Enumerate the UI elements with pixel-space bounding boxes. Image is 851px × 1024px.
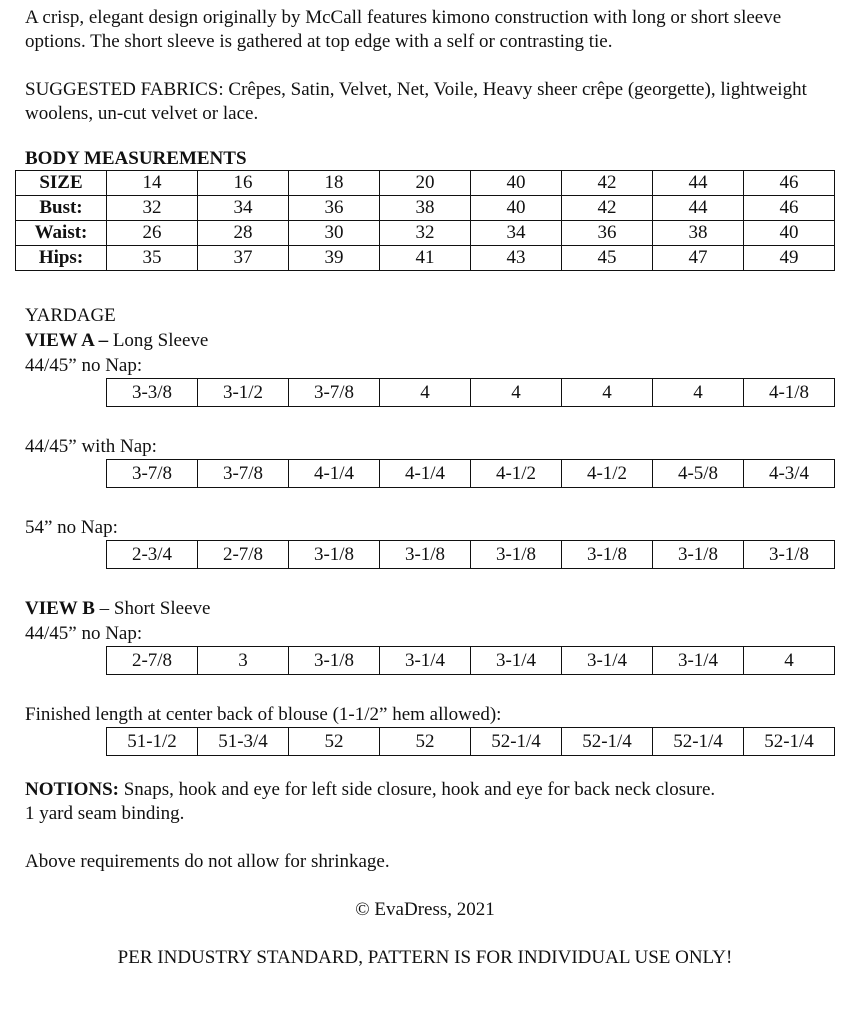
yardage-cell: 2-7/8: [198, 541, 289, 569]
measurement-row-label: Bust:: [16, 196, 107, 221]
notions-line2: 1 yard seam binding.: [25, 803, 185, 824]
measurement-cell: 46: [744, 171, 835, 196]
yardage-cell: 3-1/8: [471, 541, 562, 569]
yardage-cell: 3-3/8: [107, 379, 198, 407]
measurement-row-label: Waist:: [16, 221, 107, 246]
measurement-cell: 40: [471, 196, 562, 221]
yardage-cell: 3-1/4: [380, 647, 471, 675]
notions-label: NOTIONS:: [25, 779, 119, 800]
measurement-cell: 43: [471, 246, 562, 271]
yardage-cell: 3-7/8: [289, 379, 380, 407]
measurement-cell: 44: [653, 196, 744, 221]
measurement-cell: 34: [471, 221, 562, 246]
notions-paragraph: [25, 778, 835, 802]
yardage-cell: 4-5/8: [653, 460, 744, 488]
finished-length-cell: 51-1/2: [107, 728, 198, 756]
notions-text: Snaps, hook and eye for left side closure, hook and eye for back neck closure.: [118, 779, 716, 800]
yardage-label: 44/45” with Nap:: [25, 436, 157, 457]
yardage-cell: 2-3/4: [107, 541, 198, 569]
measurement-cell: 41: [380, 246, 471, 271]
measurement-cell: 45: [562, 246, 653, 271]
measurement-row: [16, 171, 835, 196]
yardage-table-a3: [106, 540, 835, 569]
measurement-cell: 36: [562, 221, 653, 246]
finished-length-label: Finished length at center back of blouse (1-1/2” hem allowed):: [25, 704, 502, 725]
measurement-cell: 16: [198, 171, 289, 196]
copyright-line: © EvaDress, 2021: [355, 899, 495, 920]
measurement-cell: 38: [653, 221, 744, 246]
pattern-info-page: [25, 6, 835, 970]
measurement-row: [16, 246, 835, 271]
yardage-cell: 3-7/8: [198, 460, 289, 488]
measurement-cell: 49: [744, 246, 835, 271]
finished-length-cell: 52-1/4: [562, 728, 653, 756]
yardage-heading: YARDAGE: [25, 305, 116, 326]
measurement-row-label: Hips:: [16, 246, 107, 271]
yardage-row: [107, 541, 835, 569]
view-b-title: [25, 596, 835, 621]
yardage-row: [107, 647, 835, 675]
shrinkage-note: Above requirements do not allow for shrinkage.: [25, 851, 390, 872]
yardage-cell: 4: [653, 379, 744, 407]
measurement-cell: 28: [198, 221, 289, 246]
yardage-cell: 3-1/8: [653, 541, 744, 569]
view-a-title-bold: VIEW A –: [25, 330, 109, 351]
yardage-label: 44/45” no Nap:: [25, 355, 143, 376]
measurement-cell: 20: [380, 171, 471, 196]
finished-length-cell: 52: [380, 728, 471, 756]
yardage-cell: 3-1/8: [562, 541, 653, 569]
measurement-row: [16, 196, 835, 221]
measurement-cell: 30: [289, 221, 380, 246]
body-measurements-heading: BODY MEASUREMENTS: [25, 148, 247, 169]
yardage-cell: 4: [562, 379, 653, 407]
yardage-label: 54” no Nap:: [25, 517, 118, 538]
yardage-cell: 3-1/4: [471, 647, 562, 675]
view-b-title-bold: VIEW B: [25, 598, 95, 619]
view-a-title: [25, 328, 835, 353]
yardage-table-a1: [106, 378, 835, 407]
yardage-cell: 4-1/4: [380, 460, 471, 488]
yardage-cell: 3-1/8: [744, 541, 835, 569]
measurement-cell: 42: [562, 171, 653, 196]
view-a-title-rest: Long Sleeve: [108, 330, 209, 351]
yardage-table-b1: [106, 646, 835, 675]
yardage-label: 44/45” no Nap:: [25, 623, 143, 644]
measurement-cell: 44: [653, 171, 744, 196]
yardage-cell: 3-7/8: [107, 460, 198, 488]
measurement-cell: 36: [289, 196, 380, 221]
yardage-cell: 4: [744, 647, 835, 675]
measurement-row: [16, 221, 835, 246]
measurement-cell: 35: [107, 246, 198, 271]
measurement-cell: 39: [289, 246, 380, 271]
yardage-cell: 4: [471, 379, 562, 407]
yardage-table-a2: [106, 459, 835, 488]
measurement-cell: 47: [653, 246, 744, 271]
measurement-cell: 32: [380, 221, 471, 246]
view-b-title-rest: – Short Sleeve: [94, 598, 211, 619]
finished-length-table: [106, 727, 835, 756]
yardage-row: [107, 379, 835, 407]
yardage-cell: 3-1/8: [289, 541, 380, 569]
finished-length-cell: 52-1/4: [744, 728, 835, 756]
yardage-cell: 3-1/8: [289, 647, 380, 675]
suggested-fabrics-paragraph: SUGGESTED FABRICS: Crêpes, Satin, Velvet, Net, Voile, Heavy sheer crêpe (georgette), lightweight woolens, un-cut velvet or lace.: [25, 79, 807, 124]
yardage-cell: 2-7/8: [107, 647, 198, 675]
finished-length-cell: 52-1/4: [653, 728, 744, 756]
yardage-cell: 3-1/8: [380, 541, 471, 569]
measurement-row-label: SIZE: [16, 171, 107, 196]
yardage-cell: 4-1/2: [471, 460, 562, 488]
measurement-cell: 32: [107, 196, 198, 221]
finished-length-cell: 52-1/4: [471, 728, 562, 756]
measurement-cell: 42: [562, 196, 653, 221]
yardage-cell: 4: [380, 379, 471, 407]
yardage-cell: 4-1/2: [562, 460, 653, 488]
intro-paragraph: A crisp, elegant design originally by McCall features kimono construction with long or short sleeve options. The short sleeve is gathered at top edge with a self or contrasting tie.: [25, 7, 782, 52]
yardage-cell: 3-1/4: [653, 647, 744, 675]
measurement-cell: 26: [107, 221, 198, 246]
yardage-cell: 3-1/2: [198, 379, 289, 407]
yardage-row: [107, 460, 835, 488]
yardage-cell: 3-1/4: [562, 647, 653, 675]
measurement-cell: 46: [744, 196, 835, 221]
yardage-cell: 4-1/8: [744, 379, 835, 407]
yardage-cell: 4-1/4: [289, 460, 380, 488]
measurement-cell: 40: [744, 221, 835, 246]
measurement-cell: 38: [380, 196, 471, 221]
measurement-cell: 34: [198, 196, 289, 221]
finished-length-cell: 52: [289, 728, 380, 756]
measurement-cell: 40: [471, 171, 562, 196]
body-measurements-table: [15, 170, 835, 271]
finished-length-row: [107, 728, 835, 756]
yardage-cell: 3: [198, 647, 289, 675]
industry-standard-notice: PER INDUSTRY STANDARD, PATTERN IS FOR INDIVIDUAL USE ONLY!: [117, 947, 733, 968]
measurement-cell: 18: [289, 171, 380, 196]
measurement-cell: 14: [107, 171, 198, 196]
measurement-cell: 37: [198, 246, 289, 271]
finished-length-cell: 51-3/4: [198, 728, 289, 756]
yardage-cell: 4-3/4: [744, 460, 835, 488]
